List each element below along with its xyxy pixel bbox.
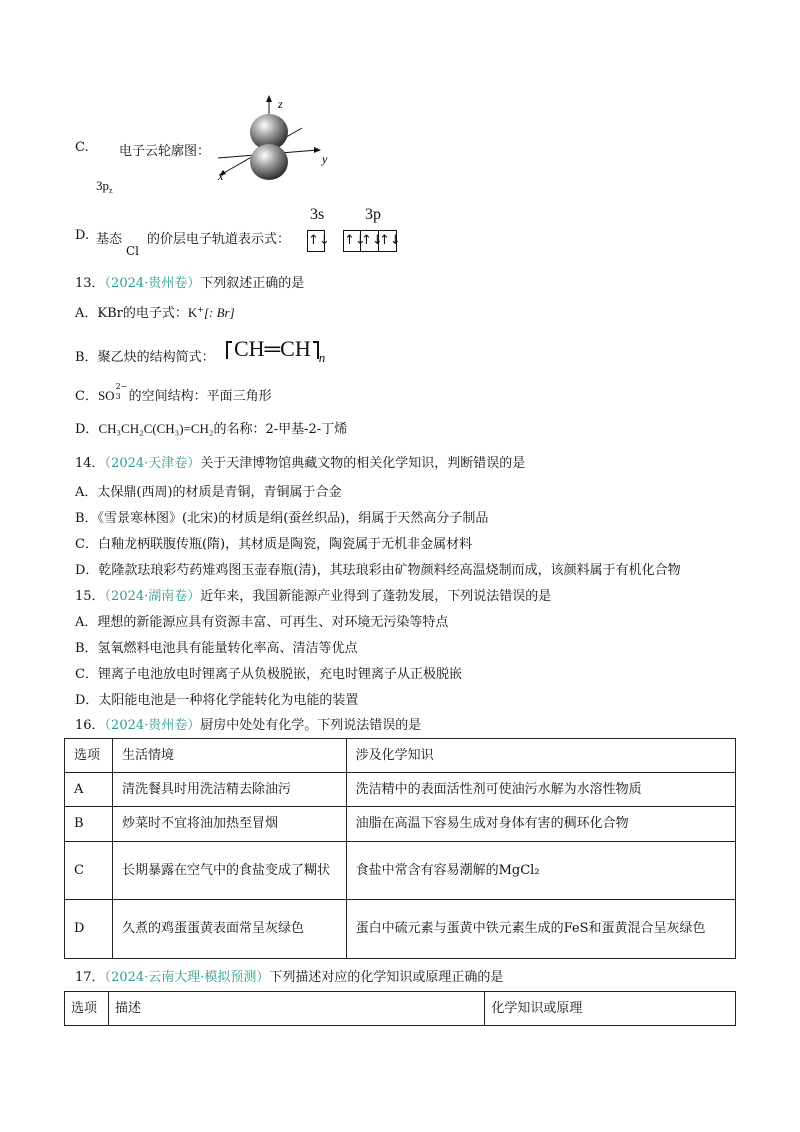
option-cell: A — [65, 773, 113, 807]
polyacetylene-formula — [226, 336, 325, 366]
header-cell: 选项 — [65, 992, 109, 1026]
q17-number: 17． — [75, 970, 105, 985]
label-3s: 3s — [310, 206, 325, 223]
q12d-letter: D. — [75, 228, 90, 243]
option-cell: B — [65, 807, 113, 842]
q13-number: 13． — [75, 276, 105, 291]
table-row — [65, 900, 736, 959]
q12d-element: Cl — [126, 244, 140, 258]
q16-table — [64, 738, 736, 959]
q15-option-b: B．氢氧燃料电池具有能量转化率高、清洁等优点 — [75, 641, 358, 656]
label-3p: 3p — [365, 206, 381, 223]
q13b-text: 聚乙炔的结构简式： — [97, 350, 215, 365]
scene-cell: 炒菜时不宜将油加热至冒烟 — [112, 807, 346, 842]
sulfite-sub: 3 — [115, 392, 121, 401]
q15-number: 15． — [75, 589, 105, 604]
kbr-k: K — [187, 305, 198, 320]
q13d-letter: D． — [75, 422, 99, 437]
q13c-text: 的空间结构：平面三角形 — [128, 389, 272, 404]
table-row — [65, 807, 736, 842]
polyacetylene-n: n — [318, 350, 326, 365]
header-cell: 选项 — [65, 739, 113, 773]
kbr-br: [: Br] — [203, 305, 235, 320]
table-row — [65, 842, 736, 900]
q15-stem: 近年来，我国新能源产业得到了蓬勃发展，下列说法错误的是 — [200, 589, 552, 604]
q16-stem: 厨房中处处有化学。下列说法错误的是 — [200, 718, 422, 733]
orbital-box-3s — [307, 230, 330, 252]
knowledge-cell: 洗洁精中的表面活性剂可使油污水解为水溶性物质 — [346, 773, 735, 807]
axis-z-label: z — [278, 97, 283, 111]
q14-option-a: A．太保鼎(西周)的材质是青铜，青铜属于合金 — [75, 485, 342, 500]
q13d-text: 的名称：2-甲基-2-丁烯 — [213, 422, 348, 437]
q13a-text: KBr的电子式： — [97, 306, 188, 321]
orbital-main: 3p — [96, 178, 109, 193]
q14-header — [75, 452, 525, 471]
q13-option-d — [75, 418, 347, 437]
q13-source: （2024·贵州卷） — [104, 276, 201, 291]
q13-stem: 下列叙述正确的是 — [200, 276, 305, 291]
kbr-plus: + — [197, 305, 204, 314]
q12c-orbital-label — [96, 178, 113, 195]
q17-header — [75, 966, 503, 985]
orbital-sub: z — [109, 186, 113, 195]
q14-option-c: C．白釉龙柄联腹传瓶(隋)，其材质是陶瓷，陶瓷属于无机非金属材料 — [75, 537, 473, 552]
orbital-cell: ↑↓ — [361, 230, 379, 252]
q16-source: （2024·贵州卷） — [104, 718, 201, 733]
scene-cell: 久煮的鸡蛋蛋黄表面常呈灰绿色 — [112, 900, 346, 959]
q15-option-c: C．锂离子电池放电时锂离子从负极脱嵌，充电时锂离子从正极脱嵌 — [75, 667, 462, 682]
q13a-letter: A． — [75, 306, 98, 321]
sulfite-ion: SO — [97, 388, 115, 403]
knowledge-cell: 油脂在高温下容易生成对身体有害的稠环化合物 — [346, 807, 735, 842]
q14-option-b: B．《雪景寒林图》(北宋)的材质是绢(蚕丝织品)，绢属于天然高分子制品 — [75, 511, 489, 526]
table-header-row — [65, 739, 736, 773]
q13d-formula: CH₃CH₂C(CH₃)=CH₂ — [98, 421, 214, 436]
lower-lobe — [250, 144, 288, 180]
orbital-box-3p — [343, 230, 401, 252]
header-cell: 涉及化学知识 — [346, 739, 735, 773]
q15-option-d: D．太阳能电池是一种将化学能转化为电能的装置 — [75, 693, 359, 708]
q13-option-a — [75, 302, 235, 321]
orbital-cell: ↑↓ — [379, 230, 397, 252]
header-cell: 描述 — [108, 992, 484, 1026]
header-cell: 化学知识或原理 — [485, 992, 736, 1026]
q13-option-b — [75, 346, 215, 365]
option-cell: D — [65, 900, 113, 959]
knowledge-cell: 食盐中常含有容易潮解的MgCl₂ — [346, 842, 735, 900]
q17-stem: 下列描述对应的化学知识或原理正确的是 — [269, 970, 504, 985]
header-cell: 生活情境 — [112, 739, 346, 773]
scene-cell: 清洗餐具时用洗洁精去除油污 — [112, 773, 346, 807]
q14-source: （2024·天津卷） — [104, 456, 201, 471]
q15-source: （2024·湖南卷） — [104, 589, 201, 604]
q14-option-d: D．乾隆款珐琅彩芍药雉鸡图玉壶春瓶(清)，其珐琅彩由矿物颜料经高温烧制而成，该颜料属于有机化合物 — [75, 563, 681, 578]
q16-number: 16． — [75, 718, 105, 733]
p-orbital-diagram — [212, 94, 342, 184]
q16-header — [75, 714, 421, 733]
knowledge-cell: 蛋白中硫元素与蛋黄中铁元素生成的FeS和蛋黄混合呈灰绿色 — [346, 900, 735, 959]
q13-header — [75, 272, 304, 291]
q12d-prefix: 基态 — [96, 232, 123, 247]
q17-table — [64, 991, 736, 1026]
option-cell: C — [65, 842, 113, 900]
q14-stem: 关于天津博物馆典藏文物的相关化学知识，判断错误的是 — [200, 456, 526, 471]
q12c-text: 电子云轮廓图： — [119, 144, 211, 159]
axis-x-label: x — [218, 169, 224, 183]
q15-header — [75, 585, 551, 604]
q13-option-c — [75, 382, 272, 404]
table-row — [65, 773, 736, 807]
table-header-row — [65, 992, 736, 1026]
q17-source: （2024·云南大理·模拟预测） — [104, 970, 270, 985]
sulfite-charge: 2− — [115, 382, 128, 391]
orbital-cell: ↑↓ — [343, 230, 361, 252]
q15-option-a: A．理想的新能源应具有资源丰富、可再生、对环境无污染等特点 — [75, 615, 449, 630]
scene-cell: 长期暴露在空气中的食盐变成了糊状 — [112, 842, 346, 900]
q12c-letter: C. — [75, 140, 89, 155]
polyacetylene-unit: CH═CH — [234, 336, 311, 361]
orbital-cell: ↑↓ — [307, 230, 325, 252]
q13c-letter: C． — [75, 389, 98, 404]
q13b-letter: B． — [75, 350, 98, 365]
q12d-text: 的价层电子轨道表示式： — [147, 232, 291, 247]
q14-number: 14． — [75, 456, 105, 471]
axis-y-label: y — [322, 152, 328, 166]
